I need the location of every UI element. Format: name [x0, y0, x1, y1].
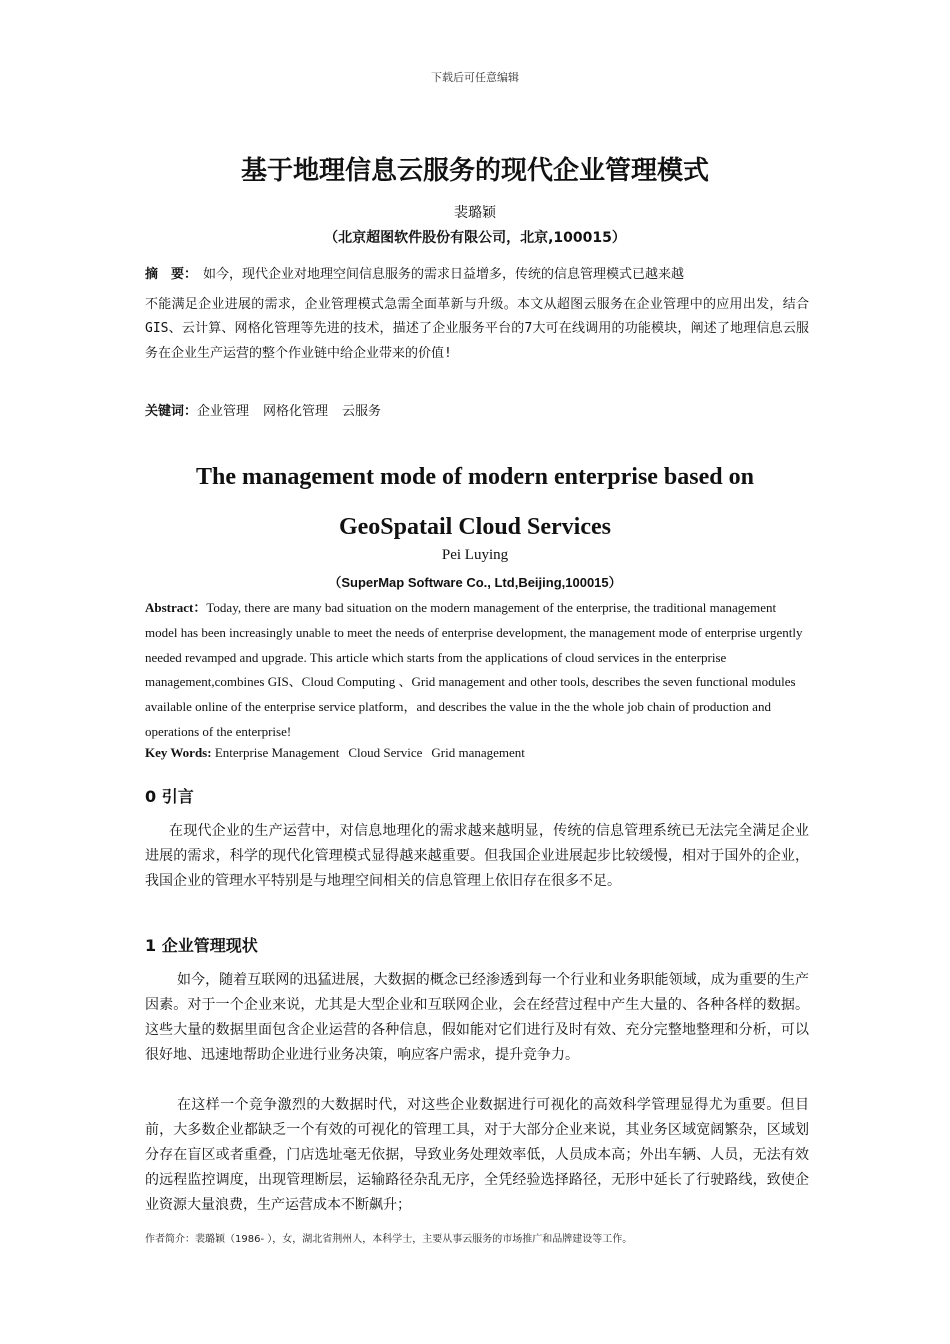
- chinese-author: 裴璐颖: [454, 205, 496, 221]
- english-keywords-label: Key Words:: [145, 745, 212, 760]
- chinese-affiliation: （北京超图软件股份有限公司，北京,100015）: [324, 230, 626, 246]
- chinese-title: 基于地理信息云服务的现代企业管理模式: [240, 156, 709, 186]
- english-abstract-label: Abstract：: [145, 600, 207, 615]
- english-title-line-2: GeoSpatail Cloud Services: [338, 514, 611, 540]
- english-keyword: Cloud Service: [348, 745, 423, 760]
- header-note: 下载后可任意编辑: [431, 71, 519, 84]
- chinese-abstract-label: 摘 要：: [145, 267, 198, 282]
- english-title-line-1: The management mode of modern enterprise based on: [196, 464, 754, 490]
- english-keyword: Grid management: [431, 745, 525, 760]
- section-heading-introduction: 0 引言: [145, 787, 194, 806]
- chinese-keywords: [145, 400, 809, 419]
- body-paragraph: 在这样一个竞争激烈的大数据时代，对这些企业数据进行可视化的高效科学管理显得尤为重要。但目前，大多数企业都缺乏一个有效的可视化的管理工具，对于大部分企业来说，其业务区域宽阔繁杂，区域划分存在盲区或者重叠，门店选址毫无依据，导致业务处理效率低，人员成本高；外出车辆、人员，无法有效的远程监控调度，出现管理断层，运输路径杂乱无序，全凭经验选择路径，无形中延长了行驶路线，致使企业资源大量浪费，生产运营成本不断飙升；: [145, 1097, 809, 1213]
- body-paragraph: 如今，随着互联网的迅猛进展，大数据的概念已经渗透到每一个行业和业务职能领域，成为重要的生产因素。对于一个企业来说，尤其是大型企业和互联网企业，会在经营过程中产生大量的、各种各样的数据。这些大量的数据里面包含企业运营的各种信息，假如能对它们进行及时有效、充分完整地整理和分析，可以很好地、迅速地帮助企业进行业务决策，响应客户需求，提升竞争力。: [145, 972, 809, 1063]
- chinese-keyword: 企业管理: [197, 404, 250, 419]
- section-heading-status: 1 企业管理现状: [145, 936, 258, 955]
- chinese-keyword: 云服务: [342, 404, 382, 419]
- english-keywords: [145, 745, 809, 761]
- author-footnote: 作者简介：裴璐颖（1986- ），女，湖北省荆州人，本科学士，主要从事云服务的市场推广和品牌建设等工作。: [145, 1234, 633, 1245]
- english-keyword: Enterprise Management: [214, 745, 340, 760]
- chinese-keywords-label: 关键词：: [145, 404, 198, 419]
- body-paragraph: 在现代企业的生产运营中，对信息地理化的需求越来越明显，传统的信息管理系统已无法完全满足企业进展的需求，科学的现代化管理模式显得越来越重要。但我国企业进展起步比较缓慢，相对于国外的企业，我国企业的管理水平特别是与地理空间相关的信息管理上依旧存在很多不足。: [145, 823, 809, 889]
- chinese-abstract-first-text: 如今，现代企业对地理空间信息服务的需求日益增多，传统的信息管理模式已越来越: [203, 267, 685, 282]
- english-title: [120, 452, 830, 552]
- chinese-abstract-first-line: [145, 263, 809, 288]
- english-abstract-text: Today, there are many bad situation on the modern management of the enterprise, the traditional management model has been increasingly unable to meet the needs of enterprise development, the management mode of enterprise urgently needed revamped and upgrade. This article which starts from the applications of cloud services in the enterprise management,combines GIS、Cloud Computing 、Grid management and other tools, describes the seven functional modules available online of the enterprise service platform，and describes the value in the the whole job chain of production and operations of the enterprise!: [145, 600, 803, 739]
- english-abstract: [145, 596, 809, 745]
- english-author: Pei Luying: [441, 547, 509, 563]
- chinese-abstract-text: 不能满足企业进展的需求，企业管理模式急需全面革新与升级。本文从超图云服务在企业管理中的应用出发，结合GIS、云计算、网格化管理等先进的技术，描述了企业服务平台的7大可在线调用的功能模块，阐述了地理信息云服务在企业生产运营的整个作业链中给企业带来的价值!: [145, 296, 809, 361]
- chinese-abstract: [145, 263, 809, 366]
- english-affiliation: （SuperMap Software Co., Ltd,Beijing,100015）: [328, 575, 622, 590]
- chinese-keyword: 网格化管理: [263, 404, 329, 419]
